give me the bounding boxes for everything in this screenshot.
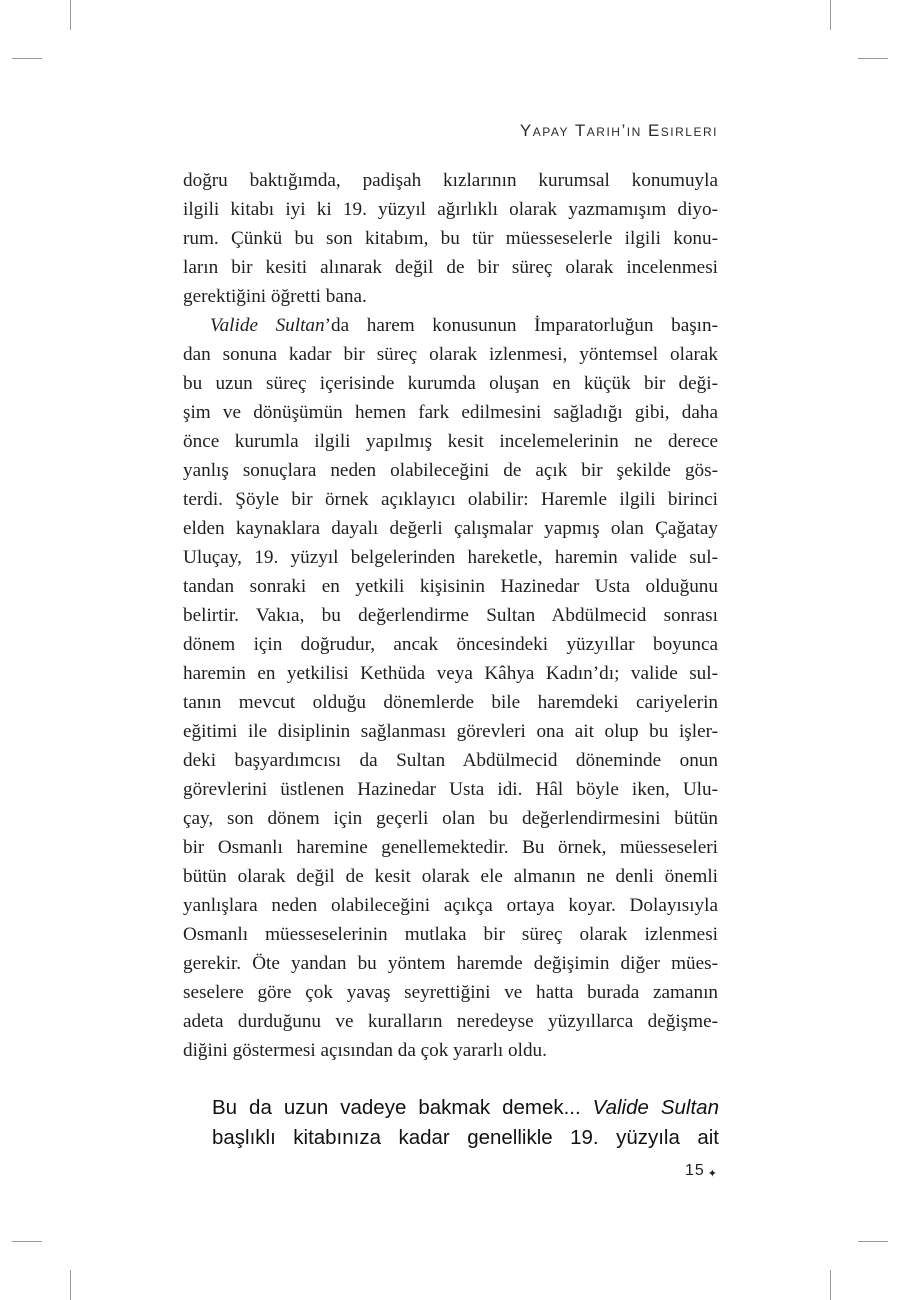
crop-mark-right-bottom [858,1241,888,1242]
body-line: bir Osmanlı haremine genellemektedir. Bu örnek, müesseseleri [183,837,718,858]
body-line: rum. Çünkü bu son kitabım, bu tür müesseselerle ilgili konu- [183,228,718,249]
body-line: doğru baktığımda, padişah kızlarının kurumsal konumuyla [183,170,718,191]
body-line: adeta durduğunu ve kuralların neredeyse yüzyıllarca değişme- [183,1011,718,1032]
body-line: önce kurumla ilgili yapılmış kesit incelemelerinin ne derece [183,431,718,452]
body-line: Osmanlı müesseselerinin mutlaka bir süreç olarak izlenmesi [183,924,718,945]
book-title-italic: Valide Sultan [210,315,325,336]
crop-mark-top-right [830,0,831,30]
body-line: ilgili kitabı iyi ki 19. yüzyıl ağırlıklı olarak yazmamışım diyo- [183,199,718,220]
body-line: Uluçay, 19. yüzyıl belgelerinden hareketle, haremin valide sul- [183,547,718,568]
body-line: diğini göstermesi açısından da çok yararlı oldu. [183,1040,547,1061]
body-line: tandan sonraki en yetkili kişisinin Hazinedar Usta olduğunu [183,576,718,597]
body-line: gerekir. Öte yandan bu yöntem haremde değişimin diğer mües- [183,953,718,974]
body-line: şim ve dönüşümün hemen fark edilmesini sağladığı gibi, daha [183,402,718,423]
crop-mark-top-left [70,0,71,30]
body-line: dönem için doğrudur, ancak öncesindeki yüzyıllar boyunca [183,634,718,655]
question-text: Bu da uzun vadeye bakmak demek... [212,1096,593,1119]
body-line: bütün olarak değil de kesit olarak ele almanın ne denli önemli [183,866,718,887]
body-line: elden kaynaklara dayalı değerli çalışmalar yapmış olan Çağatay [183,518,718,539]
body-line: gerektiğini öğretti bana. [183,286,367,307]
body-line: seselere göre çok yavaş seyrettiğini ve hatta burada zamanın [183,982,718,1003]
page-number [685,1162,718,1180]
page-number-text: 15 [684,1162,705,1179]
question-line: başlıklı kitabınıza kadar genellikle 19. yüzyıla ait [212,1126,719,1149]
body-line: belirtir. Vakıa, bu değerlendirme Sultan Abdülmecid sonrası [183,605,718,626]
body-text [183,166,718,1065]
crop-mark-right-top [858,58,888,59]
body-line-rest: ’da harem konusunun İmparatorluğun başın- [324,315,718,336]
crop-mark-bottom-right [830,1270,831,1300]
crop-mark-left-bottom [12,1241,42,1242]
ornament-icon: ✦ [707,1168,718,1180]
crop-mark-bottom-left [70,1270,71,1300]
body-line: eğitimi ile disiplinin sağlanması görevleri ona ait olup bu işler- [183,721,718,742]
interview-question [212,1093,719,1153]
body-line-paragraph-start [183,311,718,340]
body-line: bu uzun süreç içerisinde kurumda oluşan en küçük bir deği- [183,373,718,394]
body-line: haremin en yetkilisi Kethüda veya Kâhya Kadın’dı; valide sul- [183,663,718,684]
body-line: yanlışlara neden olabileceğini açıkça ortaya koyar. Dolayısıyla [183,895,718,916]
body-line: görevlerini üstlenen Hazinedar Usta idi. Hâl böyle iken, Ulu- [183,779,718,800]
body-line: dan sonuna kadar bir süreç olarak izlenmesi, yöntemsel olarak [183,344,718,365]
body-line: ların bir kesiti alınarak değil de bir süreç olarak incelenmesi [183,257,718,278]
crop-mark-left-top [12,58,42,59]
body-line: terdi. Şöyle bir örnek açıklayıcı olabilir: Haremle ilgili birinci [183,489,718,510]
question-line [212,1093,719,1123]
body-line: yanlış sonuçlara neden olabileceğini de açık bir şekilde gös- [183,460,718,481]
body-line: tanın mevcut olduğu dönemlerde bile haremdeki cariyelerin [183,692,718,713]
running-header: Yapay Tarih’in Esirleri [519,121,718,140]
question-book-title-italic: Valide Sultan [592,1096,719,1119]
body-line: deki başyardımcısı da Sultan Abdülmecid döneminde onun [183,750,718,771]
body-line: çay, son dönem için geçerli olan bu değerlendirmesini bütün [183,808,718,829]
